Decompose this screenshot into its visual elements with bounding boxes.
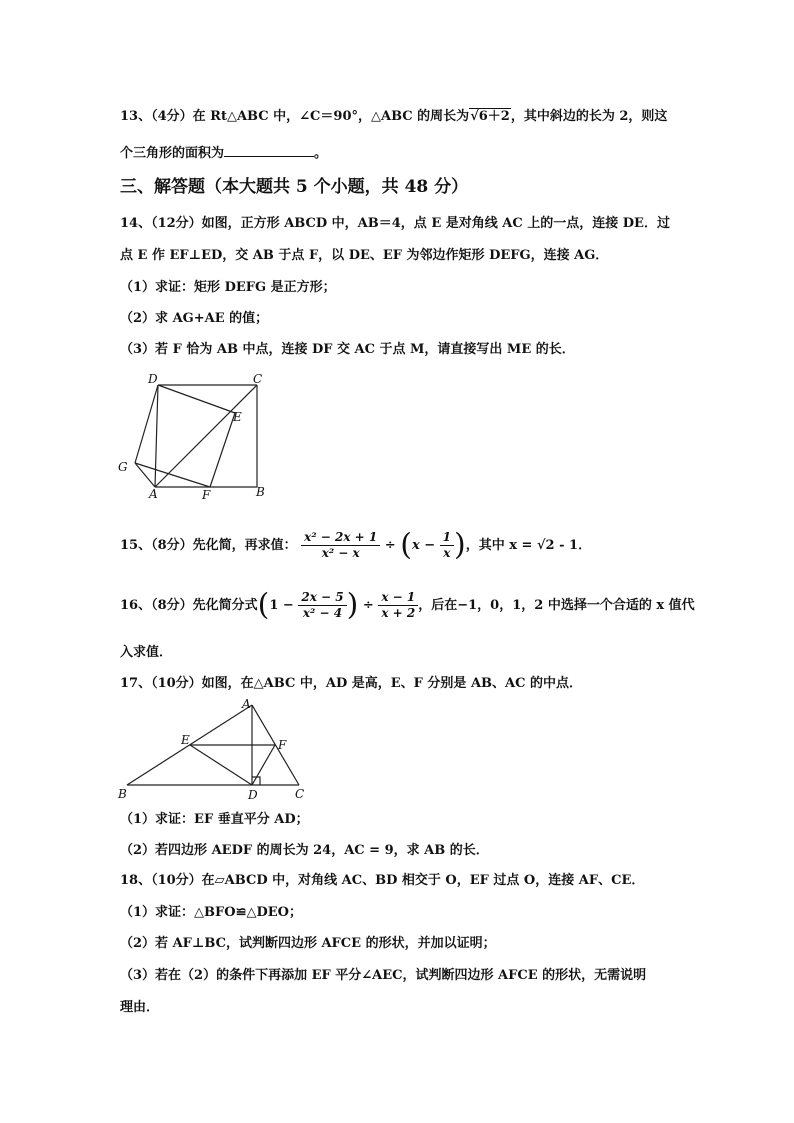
label-B: B bbox=[256, 485, 265, 499]
q16-line2: 入求值． bbox=[120, 645, 173, 660]
seg-AC bbox=[155, 385, 257, 487]
q16-fraction1: $\frac{2x - 5}{\text{x² − 4}}$ bbox=[298, 590, 346, 621]
section-heading: 三、解答题（本大题共 5 个小题，共 48 分） bbox=[120, 177, 469, 197]
q15-fraction2: $\frac{1}{x}$ bbox=[440, 530, 454, 561]
q16: 16、（8分）先化简分式(1 − $\frac{2x - 5}{\text{x² − 4}}$ ) ÷ $\frac{x - 1}{x + 2}$ ，后在−1，0，1，2 中选择一个合适的 x 值代 bbox=[120, 587, 695, 623]
q14-part2: （2）求 AG+AE 的值； bbox=[120, 311, 269, 326]
label-C: C bbox=[253, 372, 263, 386]
label-F: F bbox=[278, 738, 287, 752]
label-C: C bbox=[295, 787, 305, 801]
q18-line1: 18、（10分）在▱ABCD 中，对角线 AC、BD 相交于 O，EF 过点 O，连接 AF、CE． bbox=[120, 873, 645, 888]
label-F: F bbox=[202, 488, 211, 502]
q18-part3: （3）若在（2）的条件下再添加 EF 平分∠AEC，试判断四边形 AFCE 的形状，无需说明 bbox=[120, 968, 647, 983]
label-B: B bbox=[118, 787, 127, 801]
label-D: D bbox=[248, 788, 258, 802]
q14-figure bbox=[110, 368, 280, 503]
q14-part1: （1）求证：矩形 DEFG 是正方形； bbox=[120, 280, 336, 295]
q17-part2: （2）若四边形 AEDF 的周长为 24，AC = 9，求 AB 的长． bbox=[120, 843, 489, 858]
q18-part3-line2: 理由． bbox=[120, 1000, 160, 1015]
seg-DF bbox=[252, 745, 275, 785]
label-A: A bbox=[149, 487, 158, 501]
q15-fraction1: $\frac{\text{x² − 2x + 1}}{\text{x² − x}}$ bbox=[301, 530, 380, 561]
label-A: A bbox=[242, 697, 251, 711]
seg-DG bbox=[135, 385, 158, 463]
q18-part2: （2）若 AF⊥BC，试判断四边形 AFCE 的形状，并加以证明； bbox=[120, 936, 496, 951]
q15: 15、（8分）先化简，再求值： $\frac{\text{x² − 2x + 1}}{\text{x² − x}}$ ÷ (x − $\frac{1}{x}$ )，其中 x = √2 - 1． bbox=[120, 527, 592, 563]
q17-part1: （1）求证：EF 垂直平分 AD； bbox=[120, 812, 309, 827]
q17-line1: 17、（10分）如图，在△ABC 中，AD 是高，E、F 分别是 AB、AC 的中点． bbox=[120, 676, 582, 691]
label-E: E bbox=[181, 733, 190, 747]
seg-ED bbox=[190, 745, 252, 785]
q17-figure bbox=[112, 695, 312, 805]
q14-line1: 14、（12分）如图，正方形 ABCD 中，AB＝4，点 E 是对角线 AC 上的一点，连接 DE．过 bbox=[120, 216, 670, 231]
q13-line1: 13、（4分）在 Rt△ABC 中，∠C＝90°，△ABC 的周长为√6＋2，其中斜边的长为 2，则这 bbox=[120, 109, 668, 124]
q14-part3: （3）若 F 恰为 AB 中点，连接 DF 交 AC 于点 M，请直接写出 ME 的长． bbox=[120, 342, 575, 357]
q13-perimeter: √6＋2 bbox=[470, 109, 510, 124]
q16-fraction2: $\frac{x - 1}{x + 2}$ bbox=[378, 590, 418, 621]
seg-GF bbox=[135, 463, 210, 487]
seg-EF bbox=[210, 413, 235, 487]
label-G: G bbox=[118, 460, 128, 474]
answer-blank[interactable] bbox=[224, 144, 314, 157]
q14-line2: 点 E 作 EF⊥ED，交 AB 于点 F，以 DE、EF 为邻边作矩形 DEFG，连接 AG． bbox=[120, 248, 609, 263]
q18-part1: （1）求证：△BFO≌△DEO； bbox=[120, 905, 302, 920]
seg-DE bbox=[158, 385, 235, 413]
label-D: D bbox=[148, 372, 158, 386]
label-E: E bbox=[233, 410, 242, 424]
seg-DA bbox=[155, 385, 158, 487]
q13-line2: 个三角形的面积为 。 bbox=[120, 146, 328, 161]
